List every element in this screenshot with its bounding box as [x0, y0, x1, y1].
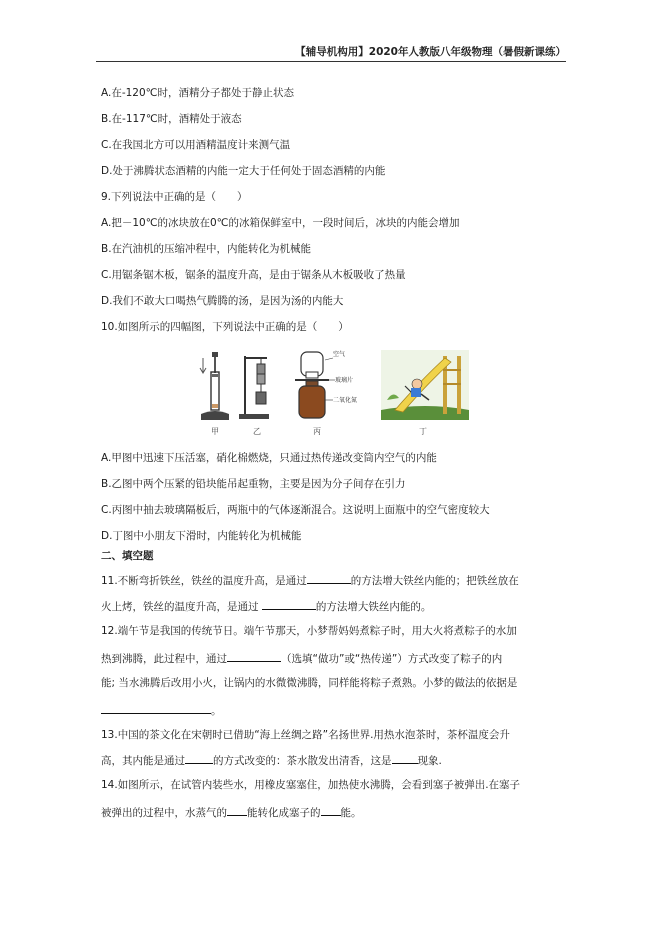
- q8-option-b: B.在-117℃时，酒精处于液态: [101, 113, 242, 125]
- q13-text-2a: 高，其内能是通过: [101, 755, 185, 767]
- q12-text-2b: （选填“做功”或“热传递”）方式改变了粽子的内: [281, 653, 503, 665]
- q14-blank-1[interactable]: [227, 804, 247, 816]
- q10-stem: 10.如图所示的四幅图，下列说法中正确的是（ ）: [101, 321, 349, 333]
- q14-text-2c: 能。: [340, 807, 362, 819]
- q11-line2: [101, 598, 431, 614]
- figure-text-glass: 玻璃片: [335, 377, 354, 384]
- q10-option-b: B.乙图中两个压紧的铅块能吊起重物，主要是因为分子间存在引力: [101, 478, 406, 490]
- figure-text-no2: 二氧化氮: [333, 397, 358, 404]
- q13-line1: 13.中国的茶文化在宋朝时已借助“海上丝绸之路”名扬世界.用热水泡茶时，茶杯温度会升: [101, 729, 510, 741]
- figure-label-jia: 甲: [211, 427, 219, 436]
- q10-option-c: C.丙图中抽去玻璃隔板后，两瓶中的气体逐渐混合。这说明上面瓶中的空气密度较大: [101, 504, 490, 516]
- q8-option-d: D.处于沸腾状态酒精的内能一定大于任何处于固态酒精的内能: [101, 165, 386, 177]
- q12-line1: 12.端午节是我国的传统节日。端午节那天，小梦帮妈妈煮粽子时，用大火将煮粽子的水加: [101, 625, 517, 637]
- q13-blank-1[interactable]: [185, 752, 213, 764]
- q8-option-c: C.在我国北方可以用酒精温度计来测气温: [101, 139, 291, 151]
- q13-line2: [101, 752, 442, 768]
- section-fill-in-title: 二、填空题: [101, 550, 154, 562]
- header-rule: [96, 61, 566, 62]
- figure-text-air: 空气: [333, 351, 346, 358]
- q12-text-4b: 。: [211, 705, 222, 717]
- q9-option-a: A.把－10℃的冰块放在0℃的冰箱保鲜室中，一段时间后，冰块的内能会增加: [101, 217, 460, 229]
- q12-line2: [101, 650, 502, 666]
- figure-label-ding: 丁: [419, 427, 427, 436]
- q13-text-2c: 现象.: [417, 755, 442, 767]
- q12-text-2a: 热到沸腾，此过程中，通过: [101, 653, 227, 665]
- q12-blank-1[interactable]: [227, 650, 281, 662]
- q11-blank-1[interactable]: [307, 572, 351, 584]
- q9-option-d: D.我们不敢大口喝热气腾腾的汤，是因为汤的内能大: [101, 295, 344, 307]
- q10-option-a: A.甲图中迅速下压活塞，硝化棉燃烧，只通过热传递改变筒内空气的内能: [101, 452, 437, 464]
- q14-text-2a: 被弹出的过程中，水蒸气的: [101, 807, 227, 819]
- q10-figures: [193, 350, 473, 440]
- q14-text-2b: 能转化成塞子的: [247, 807, 321, 819]
- q9-stem: 9.下列说法中正确的是（ ）: [101, 191, 248, 203]
- q14-line2: [101, 804, 362, 820]
- q11-text-2a: 火上烤，铁丝的温度升高，是通过: [101, 601, 259, 613]
- q8-option-a: A.在-120℃时，酒精分子都处于静止状态: [101, 87, 294, 99]
- q11-line1: [101, 572, 519, 588]
- figure-yi: [237, 350, 279, 424]
- q14-blank-2[interactable]: [321, 804, 341, 816]
- figure-bing: [291, 350, 371, 424]
- q12-line3: 能; 当水沸腾后改用小火，让锅内的水微微沸腾，同样能将粽子煮熟。小梦的做法的依据是: [101, 677, 518, 689]
- page-header: 【辅导机构用】2020年人教版八年级物理（暑假新课练）: [295, 46, 566, 58]
- q11-text-1b: 的方法增大铁丝内能的；把铁丝放在: [350, 575, 519, 587]
- q11-text-2b: 的方法增大铁丝内能的。: [315, 601, 432, 613]
- q9-option-b: B.在汽油机的压缩冲程中，内能转化为机械能: [101, 243, 312, 255]
- q13-blank-2[interactable]: [392, 752, 418, 764]
- q12-blank-2[interactable]: [101, 702, 211, 714]
- q12-line4: [101, 702, 222, 718]
- q14-line1: 14.如图所示，在试管内装些水，用橡皮塞塞住，加热使水沸腾，会看到塞子被弹出.在塞子: [101, 779, 521, 791]
- figure-ding: [381, 350, 469, 424]
- figure-label-bing: 丙: [313, 427, 321, 436]
- figure-jia: [197, 350, 233, 424]
- q13-text-2b: 的方式改变的：茶水散发出清香，这是: [213, 755, 392, 767]
- q11-text-1a: 11.不断弯折铁丝，铁丝的温度升高，是通过: [101, 575, 307, 587]
- q9-option-c: C.用锯条锯木板，锯条的温度升高，是由于锯条从木板吸收了热量: [101, 269, 406, 281]
- figure-label-yi: 乙: [253, 427, 261, 436]
- q11-blank-2[interactable]: [262, 598, 316, 610]
- q10-option-d: D.丁图中小朋友下滑时，内能转化为机械能: [101, 530, 302, 542]
